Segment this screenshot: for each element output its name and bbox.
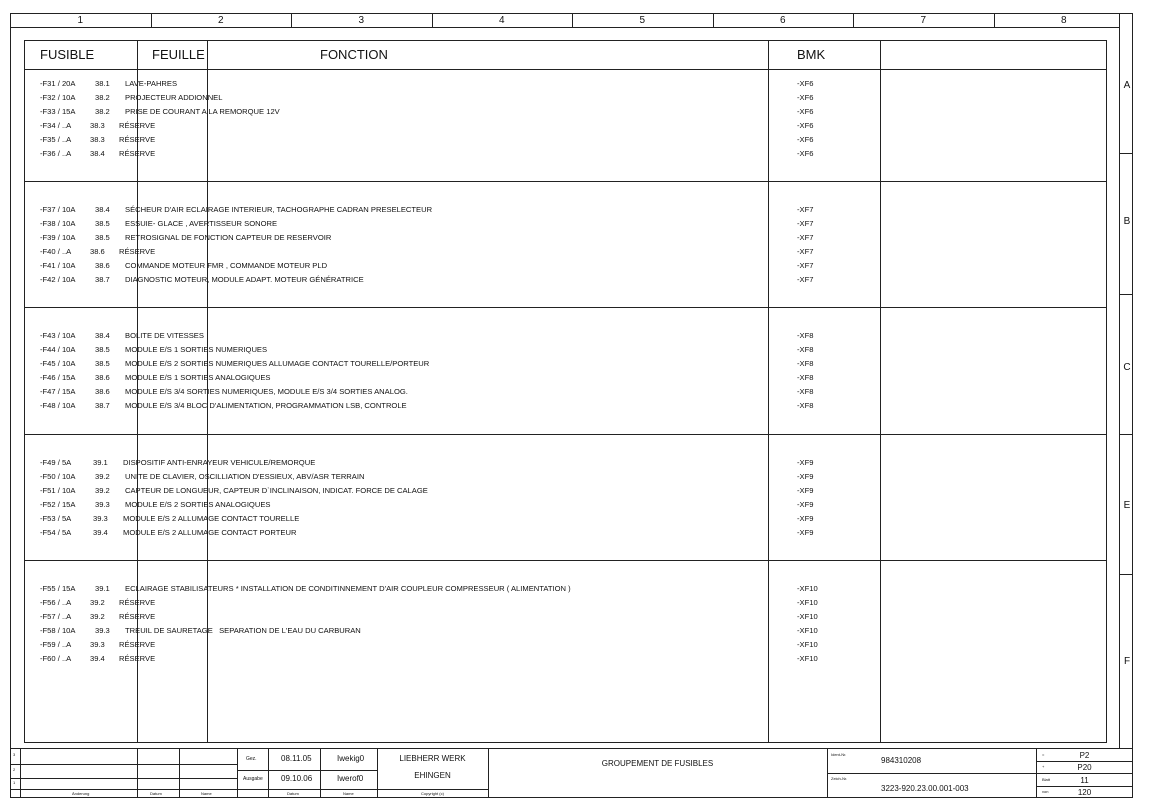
ausgabe-label: Ausgabe (243, 776, 263, 782)
fuse-bmk: -XF6 (797, 93, 814, 102)
row-letter: B (1123, 216, 1131, 227)
fuse-id: -F60 / ..A (40, 654, 72, 663)
ident-label: Ident-Nr. (831, 752, 847, 757)
fuse-function: ESSUIE- GLACE , AVERTISSEUR SONORE (125, 219, 278, 228)
sheet-total: 120 (1077, 788, 1092, 797)
fuse-bmk: -XF6 (797, 135, 814, 144)
fuse-sheet: 38.5 (95, 219, 110, 228)
zeich-number: 3223-920.23.00.001-003 (881, 784, 969, 793)
fuse-function: RÉSERVE (119, 654, 156, 663)
fuse-function: LAVE-PAHRES (125, 79, 178, 88)
header-bmk: BMK (797, 47, 826, 62)
fuse-bmk: -XF7 (797, 219, 814, 228)
footer-name: Name (201, 791, 212, 796)
fuse-id: -F36 / ..A (40, 149, 72, 158)
fuse-id: -F44 / 10A (40, 345, 76, 354)
fuse-bmk: -XF9 (797, 500, 814, 509)
fuse-function: TREUIL DE SAURETAGE SEPARATION DE L'EAU DU CARBURAN (125, 626, 361, 635)
header-feuille: FEUILLE (152, 47, 205, 62)
fuse-function: PROJECTEUR ADDIONNEL (125, 93, 223, 102)
fuse-sheet: 38.6 (95, 261, 110, 270)
tb-v-5 (268, 748, 269, 798)
fuse-function: MODULE E/S 2 SORTIES ANALOGIQUES (125, 500, 271, 509)
fuse-bmk: -XF10 (797, 654, 818, 663)
fuse-function: MODULE E/S 3/4 SORTIES NUMERIQUES, MODULE E/S 3/4 SORTIES ANALOG. (125, 387, 408, 396)
company-city: EHINGEN (414, 771, 451, 780)
fuse-id: -F39 / 10A (40, 233, 76, 242)
fuse-id: -F46 / 15A (40, 373, 76, 382)
fuse-sheet: 38.6 (95, 387, 110, 396)
fuse-bmk: -XF8 (797, 373, 814, 382)
row-letter: C (1123, 362, 1131, 373)
fuse-function: RÉSERVE (119, 247, 156, 256)
tb-right-h2 (1036, 773, 1133, 774)
fuse-function: MODULE E/S 2 SORTIES NUMERIQUES ALLUMAGE CONTACT TOURELLE/PORTEUR (125, 359, 430, 368)
fuse-bmk: -XF7 (797, 233, 814, 242)
fuse-id: -F56 / ..A (40, 598, 72, 607)
column-tick (853, 13, 854, 27)
fuse-id: -F41 / 10A (40, 261, 76, 270)
fuse-sheet: 38.6 (90, 247, 105, 256)
row-tick (1119, 153, 1133, 154)
fuse-id: -F40 / ..A (40, 247, 72, 256)
fuse-function: RÉSERVE (119, 598, 156, 607)
fuse-function: MODULE E/S 2 ALLUMAGE CONTACT TOURELLE (123, 514, 300, 523)
fuse-id: -F45 / 10A (40, 359, 76, 368)
fuse-sheet: 38.2 (95, 107, 110, 116)
name-label: Name (343, 791, 354, 796)
row-tick (1119, 574, 1133, 575)
fuse-sheet: 39.1 (95, 584, 110, 593)
group-separator (24, 434, 1107, 435)
fuse-bmk: -XF9 (797, 472, 814, 481)
column-number: 3 (358, 15, 365, 26)
column-number: 6 (779, 15, 786, 26)
fuse-function: RÉSERVE (119, 135, 156, 144)
fuse-sheet: 39.4 (93, 528, 108, 537)
fuse-function: DIAGNOSTIC MOTEUR, MODULE ADAPT. MOTEUR GÉNÉRATRICE (125, 275, 364, 284)
tb-right-h1 (1036, 761, 1133, 762)
tb-rev-line-2 (10, 778, 237, 779)
fuse-bmk: -XF10 (797, 612, 818, 621)
column-number: 7 (920, 15, 927, 26)
ident-number: 984310208 (881, 756, 922, 765)
fuse-bmk: -XF7 (797, 205, 814, 214)
fuse-bmk: -XF10 (797, 584, 818, 593)
zeich-label: Zeich-Nr. (831, 776, 848, 781)
fuse-sheet: 38.4 (90, 149, 105, 158)
datum-label: Datum (287, 791, 299, 796)
column-number: 4 (498, 15, 505, 26)
eq-label: = (1042, 752, 1045, 757)
gez-label: Gez. (246, 756, 257, 762)
column-tick (291, 13, 292, 27)
fuse-function: RÉSERVE (119, 149, 156, 158)
fuse-bmk: -XF8 (797, 401, 814, 410)
blatt-label: Blatt (1042, 777, 1051, 782)
rev-row-2: 2 (13, 767, 16, 772)
fuse-sheet: 38.6 (95, 373, 110, 382)
fuse-id: -F38 / 10A (40, 219, 76, 228)
footer-datum: Datum (150, 791, 162, 796)
tb-rev-line-1 (10, 764, 237, 765)
tb-rev-line-3 (10, 789, 488, 790)
fuse-id: -F31 / 20A (40, 79, 76, 88)
fuse-id: -F34 / ..A (40, 121, 72, 130)
fuse-sheet: 39.1 (93, 458, 108, 467)
fuse-bmk: -XF6 (797, 107, 814, 116)
tb-v-3 (179, 748, 180, 798)
fuse-function: COMMANDE MOTEUR FMR , COMMANDE MOTEUR PLD (125, 261, 328, 270)
fuse-function: MODULE E/S 3/4 BLOC D'ALIMENTATION, PROGRAMMATION LSB, CONTROLE (125, 401, 407, 410)
fuse-id: -F48 / 10A (40, 401, 76, 410)
fuse-sheet: 39.4 (90, 654, 105, 663)
fuse-function: RETROSIGNAL DE FONCTION CAPTEUR DE RESERVOIR (125, 233, 332, 242)
fuse-sheet: 38.5 (95, 359, 110, 368)
fuse-id: -F37 / 10A (40, 205, 76, 214)
fuse-sheet: 38.2 (95, 93, 110, 102)
col-divider-bmk (768, 40, 769, 743)
fuse-bmk: -XF10 (797, 640, 818, 649)
tb-v-1 (20, 748, 21, 798)
fuse-function: UNITE DE CLAVIER, OSCILLIATION D'ESSIEUX, ABV/ASR TERRAIN (125, 472, 365, 481)
column-tick (572, 13, 573, 27)
sheet-number: 11 (1080, 776, 1089, 785)
fuse-function: SÉCHEUR D'AIR ECLAIRAGE INTERIEUR, TACHOGRAPHE CADRAN PRESELECTEUR (125, 205, 433, 214)
fuse-sheet: 38.3 (90, 135, 105, 144)
fuse-sheet: 39.2 (95, 486, 110, 495)
fuse-function: ECLAIRAGE STABILISATEURS * INSTALLATION DE CONDITINNEMENT D'AIR COUPLEUR COMPRESSEUR ( ALIMENTATION ) (125, 584, 571, 593)
column-number: 5 (639, 15, 646, 26)
installation-p2: P2 (1079, 751, 1090, 760)
fuse-bmk: -XF7 (797, 247, 814, 256)
gez-name: Iwekig0 (337, 754, 365, 763)
fuse-bmk: -XF9 (797, 486, 814, 495)
fuse-sheet: 39.2 (90, 612, 105, 621)
fuse-function: MODULE E/S 1 SORTIES NUMERIQUES (125, 345, 268, 354)
fuse-bmk: -XF9 (797, 458, 814, 467)
fuse-id: -F51 / 10A (40, 486, 76, 495)
column-number: 2 (217, 15, 224, 26)
row-tick (1119, 434, 1133, 435)
fuse-sheet: 39.2 (90, 598, 105, 607)
column-tick (994, 13, 995, 27)
fuse-bmk: -XF6 (797, 121, 814, 130)
fuse-sheet: 39.3 (90, 640, 105, 649)
tb-ident-h (827, 773, 1036, 774)
fuse-function: CAPTEUR DE LONGUEUR, CAPTEUR D`INCLINAISON, INDICAT. FORCE DE CALAGE (125, 486, 428, 495)
fuse-bmk: -XF6 (797, 79, 814, 88)
fuse-id: -F32 / 10A (40, 93, 76, 102)
column-strip-line (10, 27, 1120, 28)
fuse-sheet: 38.1 (95, 79, 110, 88)
row-tick (1119, 294, 1133, 295)
fuse-bmk: -XF10 (797, 626, 818, 635)
fuse-bmk: -XF10 (797, 598, 818, 607)
fuse-bmk: -XF9 (797, 528, 814, 537)
group-separator (24, 307, 1107, 308)
fuse-id: -F55 / 15A (40, 584, 76, 593)
fuse-sheet: 38.7 (95, 401, 110, 410)
group-separator (24, 181, 1107, 182)
fuse-id: -F42 / 10A (40, 275, 76, 284)
col-divider-extra (880, 40, 881, 743)
fuse-bmk: -XF8 (797, 387, 814, 396)
fuse-sheet: 38.3 (90, 121, 105, 130)
copyright: Copyright (c) (421, 791, 444, 796)
row-letter: E (1123, 500, 1131, 511)
fuse-bmk: -XF8 (797, 331, 814, 340)
fuse-id: -F59 / ..A (40, 640, 72, 649)
fuse-id: -F50 / 10A (40, 472, 76, 481)
fuse-function: DISPOSITIF ANTI-ENRAYEUR VEHICULE/REMORQUE (123, 458, 316, 467)
fuse-sheet: 39.2 (95, 472, 110, 481)
fuse-sheet: 38.5 (95, 345, 110, 354)
fuse-sheet: 38.4 (95, 205, 110, 214)
column-number: 1 (77, 15, 84, 26)
fuse-id: -F49 / 5A (40, 458, 72, 467)
column-number: 8 (1060, 15, 1067, 26)
row-strip-line (1119, 13, 1120, 748)
group-separator (24, 560, 1107, 561)
fuse-sheet: 39.3 (95, 500, 110, 509)
row-letter: A (1123, 80, 1131, 91)
fuse-id: -F53 / 5A (40, 514, 72, 523)
location-p20: P20 (1077, 763, 1092, 772)
drawing-title: GROUPEMENT DE FUSIBLES (601, 759, 714, 768)
von-label: von (1042, 789, 1049, 794)
fuse-id: -F33 / 15A (40, 107, 76, 116)
fuse-function: RÉSERVE (119, 640, 156, 649)
header-separator (24, 69, 1107, 70)
fuse-id: -F54 / 5A (40, 528, 72, 537)
fuse-function: MODULE E/S 2 ALLUMAGE CONTACT PORTEUR (123, 528, 297, 537)
column-tick (151, 13, 152, 27)
fuse-id: -F52 / 15A (40, 500, 76, 509)
fuse-sheet: 38.4 (95, 331, 110, 340)
rev-row-1: 1 (13, 780, 16, 785)
fuse-function: RÉSERVE (119, 121, 156, 130)
fuse-bmk: -XF9 (797, 514, 814, 523)
fuse-sheet: 39.3 (93, 514, 108, 523)
tb-v-6 (320, 748, 321, 798)
fuse-sheet: 39.3 (95, 626, 110, 635)
header-fusible: FUSIBLE (40, 47, 95, 62)
column-tick (713, 13, 714, 27)
tb-v-4 (237, 748, 238, 798)
fuse-function: PRISE DE COURANT A LA REMORQUE 12V (125, 107, 280, 116)
ausgabe-name: Iwerof0 (337, 774, 364, 783)
fuse-bmk: -XF7 (797, 275, 814, 284)
fuse-sheet: 38.5 (95, 233, 110, 242)
gez-date: 08.11.05 (281, 754, 312, 763)
tb-v-2 (137, 748, 138, 798)
rev-row-3: 3 (13, 752, 16, 757)
fuse-id: -F58 / 10A (40, 626, 76, 635)
fuse-sheet: 38.7 (95, 275, 110, 284)
header-fonction: FONCTION (320, 47, 388, 62)
tb-right-h3 (1036, 786, 1133, 787)
fuse-bmk: -XF7 (797, 261, 814, 270)
fuse-function: BOLITE DE VITESSES (125, 331, 204, 340)
tb-mid-h (237, 770, 377, 771)
column-tick (432, 13, 433, 27)
fuse-bmk: -XF6 (797, 149, 814, 158)
company-name: LIEBHERR WERK (399, 754, 466, 763)
fuse-function: MODULE E/S 1 SORTIES ANALOGIQUES (125, 373, 271, 382)
fuse-id: -F47 / 15A (40, 387, 76, 396)
fuse-function: RÉSERVE (119, 612, 156, 621)
footer-aenderung: Änderung (72, 791, 90, 796)
fuse-id: -F35 / ..A (40, 135, 72, 144)
plus-label: + (1042, 764, 1045, 769)
row-letter: F (1123, 656, 1131, 667)
fuse-bmk: -XF8 (797, 359, 814, 368)
tb-v-8 (488, 748, 489, 798)
fuse-id: -F43 / 10A (40, 331, 76, 340)
fuse-bmk: -XF8 (797, 345, 814, 354)
fuse-id: -F57 / ..A (40, 612, 72, 621)
ausgabe-date: 09.10.06 (281, 774, 313, 783)
